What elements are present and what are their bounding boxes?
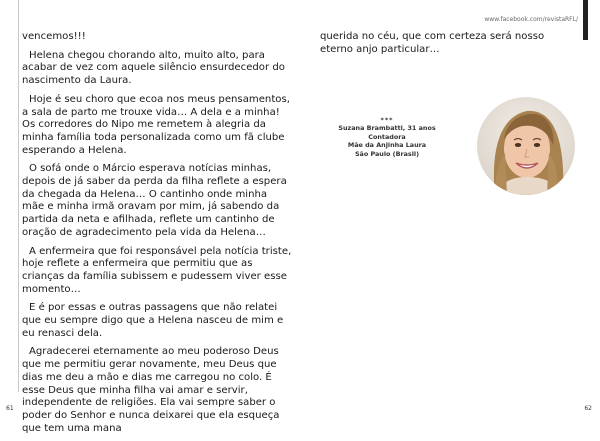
paragraph: A enfermeira que foi responsável pela notícia triste, hoje reflete a enfermeira que permitiu que as crianças da família subissem e pudessem viver esse momento… [22, 245, 292, 295]
right-page [302, 0, 600, 424]
header-bar [583, 0, 588, 40]
paragraph: O sofá onde o Márcio esperava notícias minhas, depois de já saber da perda da filha reflete a espera da chegada da Helena… O cantinho onde minha mãe e minha irmã oravam por mim, já sabendo da partida da neta e afilhada, reflete um cantinho de oração de agradecimento pela vida da Helena… [22, 163, 287, 238]
author-role: Contadora [368, 132, 406, 141]
margin-rule [18, 0, 19, 392]
paragraph: E é por essas e outras passagens que não relatei que eu sempre digo que a Helena nasceu de mim e eu renasci dela. [22, 302, 284, 339]
paragraph: Helena chegou chorando alto, muito alto, para acabar de vez com aquele silêncio ensurdecedor do nascimento da Laura. [22, 49, 285, 87]
story-text [22, 31, 292, 441]
author-photo [477, 97, 575, 195]
paragraph: vencemos!!! [22, 31, 86, 42]
paragraph: Agradecerei eternamente ao meu poderoso Deus que me permitiu gerar novamente, meu Deus que dias me deu a mão e dias me carregou no colo. É esse Deus que minha filha vai amar e servir, independente de religiões. Ela vai sempre saber o poder do Senhor e nunca deixarei que ela esqueça que tem uma mana [22, 346, 280, 434]
author-mother-of: Mãe da Anjinha Laura [347, 141, 427, 150]
paragraph: Hoje é seu choro que ecoa nos meus pensamentos, a sala de parto me trouxe vida… A dela e a minha! Os corredores do Nipo me remetem à alegria da minha família toda personalizada como um fã clube esperando a Helena. [22, 93, 290, 156]
left-page [0, 0, 298, 434]
author-location: São Paulo (Brasil) [354, 149, 420, 158]
portrait-image [477, 97, 575, 195]
continuation-text: querida no céu, que com certeza será nosso eterno anjo particular… [320, 31, 545, 55]
page-number: 62 [584, 405, 592, 412]
author-name: Suzana Brambatti, 31 anos [338, 124, 436, 133]
facebook-url: www.facebook.com/revistaRFL/ [484, 16, 578, 23]
author-signature [312, 116, 462, 158]
separator-stars: *** [380, 116, 394, 124]
page-number: 61 [6, 405, 14, 412]
